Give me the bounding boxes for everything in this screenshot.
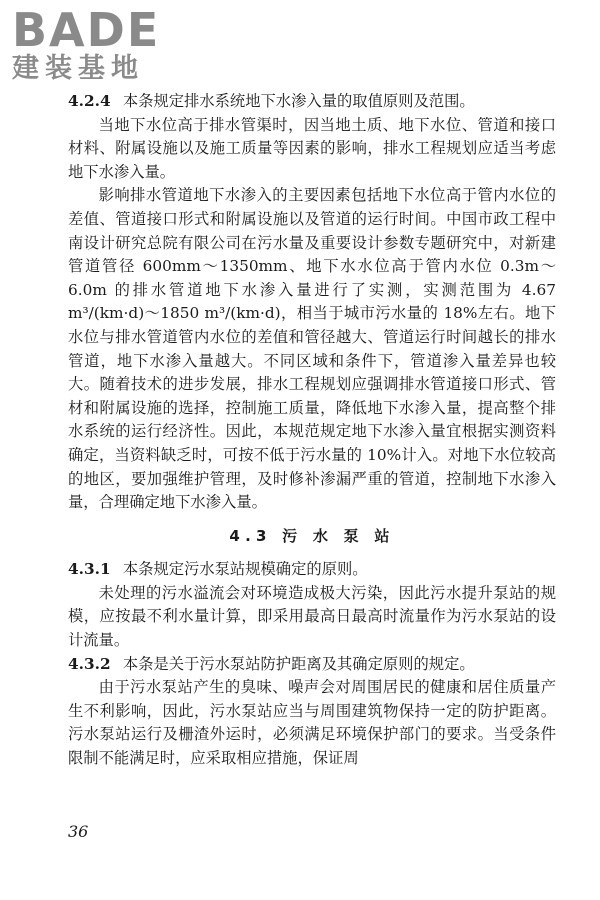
clause-4-3-1-heading [68, 558, 556, 582]
logo-subtitle: 建装基地 [12, 53, 144, 84]
document-body [68, 90, 556, 771]
clause-4-2-4-paragraph-1: 当地下水位高于排水管渠时，因当地土质、地下水位、管道和接口材料、附属设施以及施工质量等因素的影响，排水工程规划应适当考虑地下水渗入量。 [68, 115, 556, 181]
brand-logo [12, 3, 161, 84]
clause-title: 本条规定污水泵站规模确定的原则。 [122, 560, 368, 579]
section-4-3-heading: 4.3 污 水 泵 站 [229, 526, 395, 545]
logo-brand-text: BADE [12, 3, 161, 57]
clause-title: 本条规定排水系统地下水渗入量的取值原则及范围。 [122, 92, 475, 110]
clause-number: 4.2.4 [68, 92, 111, 110]
clause-number: 4.3.1 [68, 560, 111, 579]
clause-4-2-4-heading [68, 90, 556, 114]
clause-title: 本条是关于污水泵站防护距离及其确定原则的规定。 [122, 654, 475, 673]
page-number: 36 [68, 822, 89, 841]
clause-4-2-4-paragraph-2: 影响排水管道地下水渗入的主要因素包括地下水位高于管内水位的差值、管道接口形式和附属设施以及管道的运行时间。中国市政工程中南设计研究总院有限公司在污水量及重要设计参数专题研究中，对新建管道管径 600mm～1350mm、地下水水位高于管内水位 0.3m～6.0m 的排水管道地下水渗入量进行了实测，实测范围为 4.67 m³/(km·d)～1850 m³/(km·d)，相当于城市污水量的 18%左右。地下水位与排水管道管内水位的差值和管径越大、管道运行时间越长的排水管道，地下水渗入量越大。不同区域和条件下，管道渗入量差异也较大。随着技术的进步发展，排水工程规划应强调排水管道接口形式、管材和附属设施的选择，控制施工质量，降低地下水渗入量，提高整个排水系统的运行经济性。因此，本规范规定地下水渗入量宜根据实测资料确定，当资料缺乏时，可按不低于污水量的 10%计入。对地下水位较高的地区，要加强维护管理，及时修补渗漏严重的管道，控制地下水渗入量，合理确定地下水渗入量。 [68, 186, 556, 512]
clause-4-3-1-paragraph-1: 未处理的污水溢流会对环境造成极大污染，因此污水提升泵站的规模，应按最不利水量计算，即采用最高日最高时流量作为污水泵站的设计流量。 [68, 583, 556, 650]
clause-4-3-2-paragraph-1: 由于污水泵站产生的臭味、噪声会对周围居民的健康和居住质量产生不利影响，因此，污水泵站应当与周围建筑物保持一定的防护距离。污水泵站运行及栅渣外运时，必须满足环境保护部门的要求。当受条件限制不能满足时，应采取相应措施，保证周 [68, 678, 556, 768]
clause-4-3-2-heading [68, 653, 556, 677]
clause-number: 4.3.2 [68, 654, 111, 673]
